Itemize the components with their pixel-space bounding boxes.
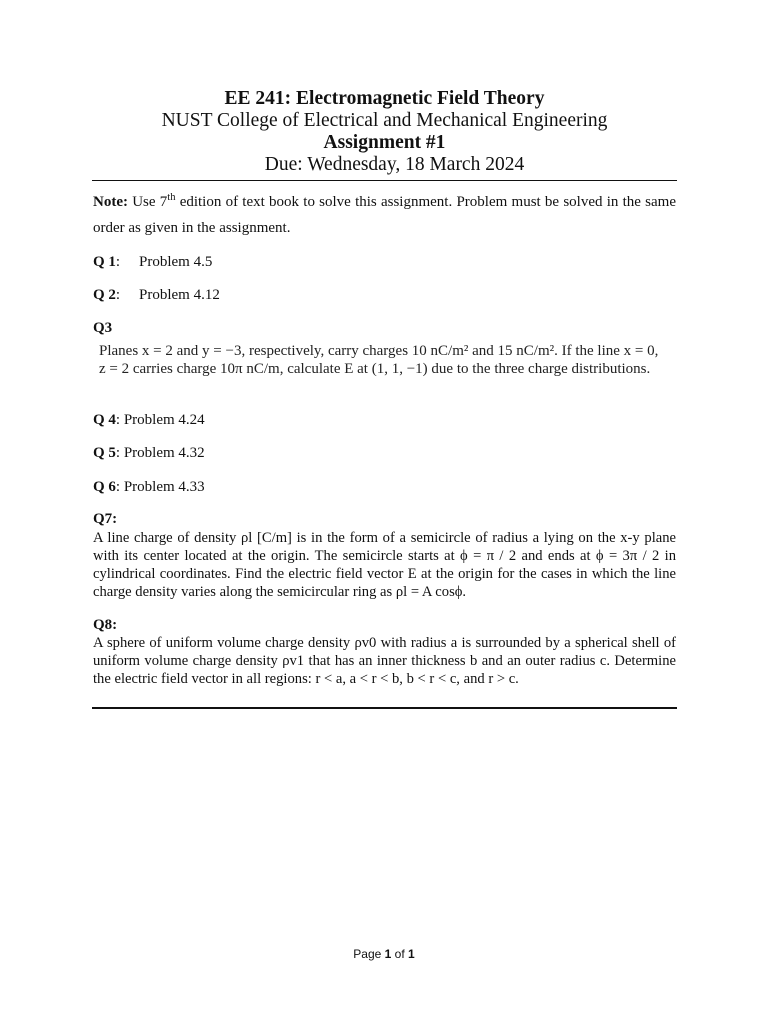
assignment-title: Assignment #1	[323, 132, 446, 153]
college-name: NUST College of Electrical and Mechanical Engineering	[161, 110, 608, 131]
question-value: Problem 4.5	[139, 254, 213, 270]
question-sep: :	[115, 254, 121, 270]
question-value: Problem 4.24	[120, 412, 205, 428]
question-label: Q 4	[93, 412, 116, 428]
question-label: Q 1	[93, 254, 116, 270]
page-word: Page	[353, 947, 385, 961]
question-1	[93, 253, 213, 271]
question-6	[93, 478, 205, 496]
note-paragraph	[93, 189, 676, 241]
note-superscript: th	[167, 192, 176, 203]
content-end-divider	[92, 707, 677, 709]
question-3-text: Planes x = 2 and y = −3, respectively, carry charges 10 nC/m² and 15 nC/m². If the line x = 0, z = 2 carries charge 10π nC/m, calculate E at (1, 1, −1) due to the three charge distributions.	[99, 343, 659, 377]
question-value: Problem 4.12	[139, 287, 220, 303]
total-page-number: 1	[408, 947, 415, 961]
question-label: Q 2	[93, 287, 116, 303]
question-sep: :	[115, 287, 121, 303]
of-word: of	[391, 947, 409, 961]
question-sep: :	[115, 445, 121, 461]
question-5	[93, 444, 205, 462]
question-8-text: A sphere of uniform volume charge density ρv0 with radius a is surrounded by a spherical shell of uniform volume charge density ρv1 that has an inner thickness b and an outer radius c. Determine the electric field vector in all regions: r < a, a < r < b, b < r < c, and r > c.	[93, 635, 676, 687]
note-text-2: edition of text book to solve this assignment. Problem must be solved in the same order as given in the assignment.	[93, 194, 676, 236]
question-sep: :	[115, 412, 121, 428]
question-value: Problem 4.33	[120, 479, 205, 495]
question-4	[93, 411, 205, 429]
header-divider	[92, 180, 677, 181]
question-value: Problem 4.32	[120, 445, 205, 461]
question-sep: :	[115, 479, 121, 495]
page-footer	[0, 947, 768, 961]
question-7-text: A line charge of density ρl [C/m] is in the form of a semicircle of radius a lying on the x-y plane with its center located at the origin. The semicircle starts at ϕ = π / 2 and ends at ϕ = 3π / 2 in cylindrical coordinates. Find the electric field vector E at the origin for the cases in which the line charge density varies along the semicircular ring as ρl = A cosϕ.	[93, 530, 676, 600]
question-3-label: Q3	[93, 320, 113, 336]
course-title: EE 241: Electromagnetic Field Theory	[224, 88, 545, 109]
due-date: Due: Wednesday, 18 March 2024	[264, 154, 525, 175]
question-2	[93, 286, 220, 304]
note-label: Note:	[93, 194, 128, 210]
current-page-number: 1	[384, 947, 392, 961]
question-8-label: Q8:	[93, 617, 118, 633]
question-label: Q 5	[93, 445, 116, 461]
question-label: Q 6	[93, 479, 116, 495]
question-7-label: Q7:	[93, 511, 118, 527]
document-header	[92, 88, 677, 176]
note-text-1: Use 7	[127, 194, 168, 210]
